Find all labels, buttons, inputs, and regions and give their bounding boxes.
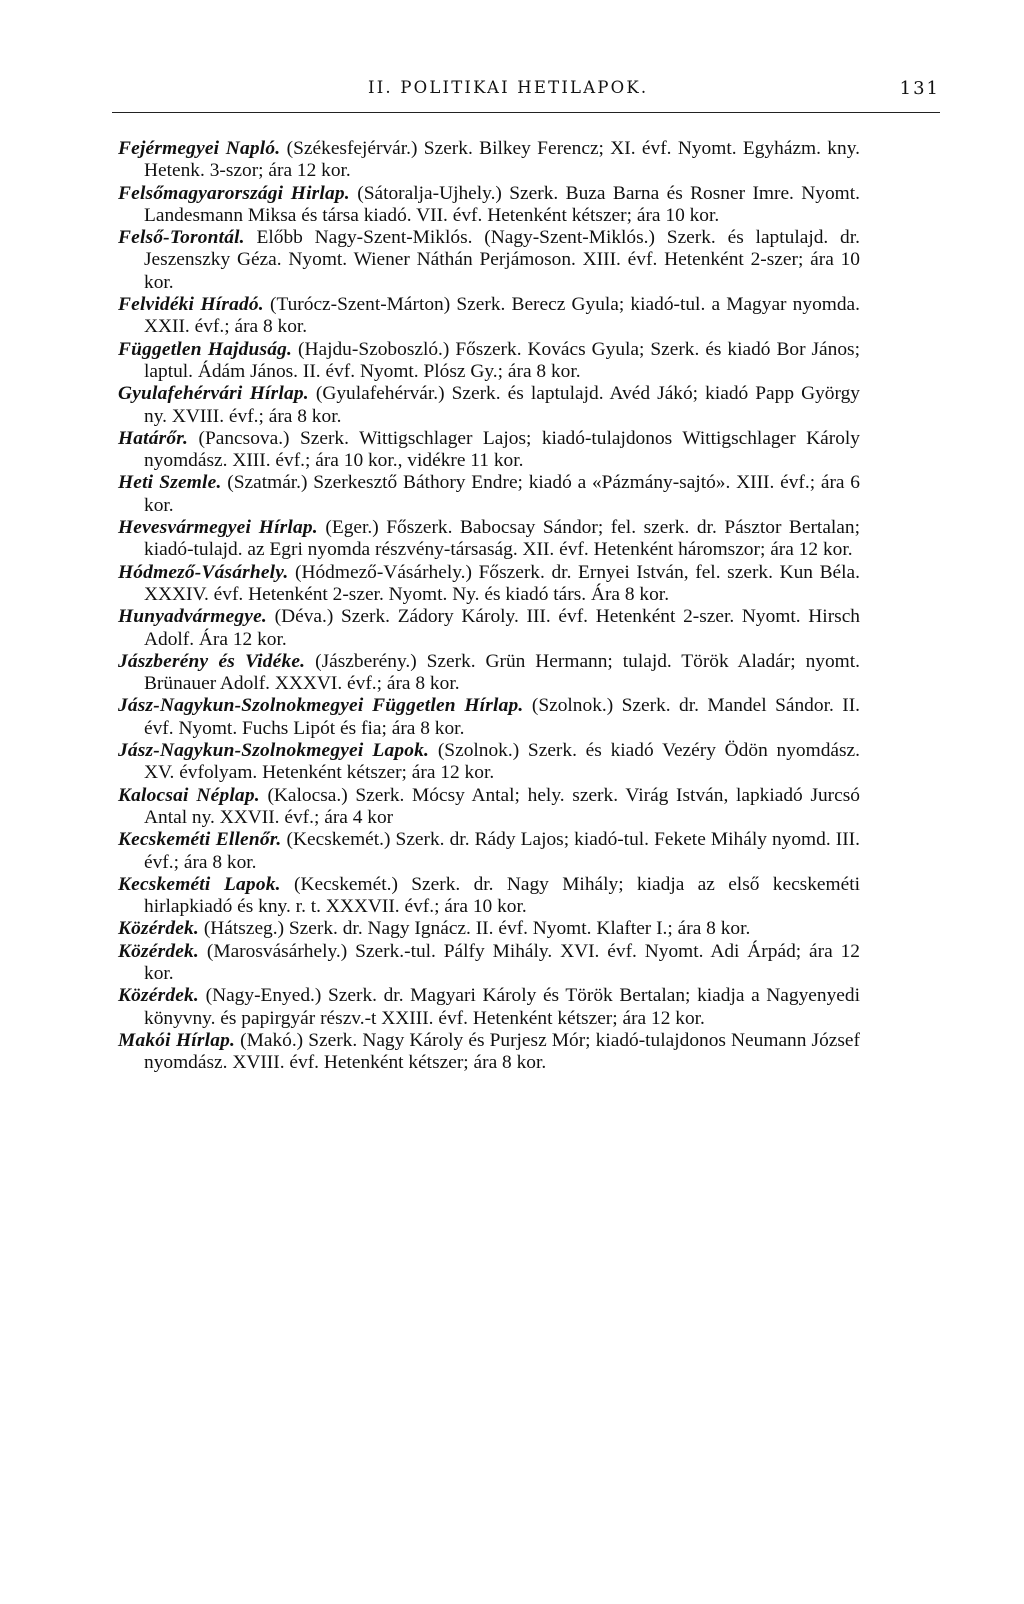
newspaper-entry bbox=[118, 785, 860, 830]
newspaper-entry bbox=[118, 918, 860, 940]
newspaper-entry bbox=[118, 985, 860, 1030]
newspaper-entry bbox=[118, 874, 860, 919]
newspaper-entry bbox=[118, 562, 860, 607]
newspaper-entry bbox=[118, 606, 860, 651]
newspaper-title: Hódmező-Vásárhely. bbox=[118, 561, 289, 583]
newspaper-title: Közérdek. bbox=[118, 918, 199, 940]
newspaper-details: (Hódmező-Vásárhely.) Főszerk. dr. Ernyei István, fel. szerk. Kun Béla. XXXIV. évf. Hetenként 2-szer. Nyomt. Ny. és kiadó társ. Ára 8 kor. bbox=[144, 561, 860, 605]
newspaper-entry bbox=[118, 138, 860, 183]
newspaper-title: Kecskeméti Lapok. bbox=[118, 873, 281, 895]
newspaper-details: (Hátszeg.) Szerk. dr. Nagy Ignácz. II. évf. Nyomt. Klafter I.; ára 8 kor. bbox=[198, 918, 751, 940]
newspaper-entry bbox=[118, 740, 860, 785]
newspaper-entry bbox=[118, 339, 860, 384]
newspaper-entry bbox=[118, 651, 860, 696]
newspaper-title: Független Hajduság. bbox=[118, 338, 293, 360]
newspaper-title: Felvidéki Híradó. bbox=[118, 294, 264, 316]
newspaper-details: (Szolnok.) Szerk. és kiadó Vezéry Ödön nyomdász. XV. évfolyam. Hetenként kétszer; ára 12 kor. bbox=[144, 740, 860, 784]
newspaper-title: Közérdek. bbox=[118, 940, 199, 962]
newspaper-title: Makói Hírlap. bbox=[118, 1029, 236, 1051]
newspaper-title: Jász-Nagykun-Szolnokmegyei Független Hírlap. bbox=[118, 695, 524, 717]
page-header bbox=[112, 78, 940, 113]
newspaper-entry bbox=[118, 517, 860, 562]
newspaper-details: Előbb Nagy-Szent-Miklós. (Nagy-Szent-Miklós.) Szerk. és laptulajd. dr. Jeszenszky Géza. Nyomt. Wiener Náthán Perjámoson. XIII. évf. Hetenként 2-szer; ára 10 kor. bbox=[144, 227, 860, 293]
newspaper-title: Hevesvármegyei Hírlap. bbox=[118, 517, 318, 539]
newspaper-details: (Nagy-Enyed.) Szerk. dr. Magyari Károly és Török Bertalan; kiadja a Nagyenyedi könyvny. és papirgyár részv.-t XXIII. évf. Hetenként kétszer; ára 12 kor. bbox=[144, 985, 860, 1029]
newspaper-entry bbox=[118, 472, 860, 517]
newspaper-details: (Kecskemét.) Szerk. dr. Rády Lajos; kiadó-tul. Fekete Mihály nyomd. III. évf.; ára 8 kor. bbox=[144, 829, 860, 873]
newspaper-entry bbox=[118, 428, 860, 473]
newspaper-details: (Jászberény.) Szerk. Grün Hermann; tulajd. Török Aladár; nyomt. Brünauer Adolf. XXXVI. évf.; ára 8 kor. bbox=[144, 650, 861, 695]
newspaper-title: Felsőmagyarországi Hirlap. bbox=[118, 182, 350, 204]
newspaper-details: (Szatmár.) Szerkesztő Báthory Endre; kiadó a «Pázmány-sajtó». XIII. évf.; ára 6 kor. bbox=[144, 472, 860, 516]
newspaper-title: Jászberény és Vidéke. bbox=[118, 650, 306, 672]
newspaper-entry bbox=[118, 829, 860, 874]
newspaper-details: (Kecskemét.) Szerk. dr. Nagy Mihály; kiadja az első kecskeméti hirlapkiadó és kny. r. t. XXXVII. évf.; ára 10 kor. bbox=[144, 873, 860, 918]
newspaper-details: (Eger.) Főszerk. Babocsay Sándor; fel. szerk. dr. Pásztor Bertalan; kiadó-tulajd. az Egri nyomda részvény-társaság. XII. évf. Hetenként háromszor; ára 12 kor. bbox=[144, 517, 860, 561]
newspaper-entry bbox=[118, 183, 860, 228]
newspaper-details: (Sátoralja-Ujhely.) Szerk. Buza Barna és Rosner Imre. Nyomt. Landesmann Miksa és társa kiadó. VII. évf. Hetenként kétszer; ára 10 kor. bbox=[144, 182, 860, 226]
newspaper-title: Határőr. bbox=[118, 427, 189, 449]
newspaper-entry bbox=[118, 695, 860, 740]
newspaper-details: (Kalocsa.) Szerk. Mócsy Antal; hely. szerk. Virág István, lapkiadó Jurcsó Antal ny. XXVII. évf.; ára 4 kor bbox=[144, 784, 860, 828]
newspaper-title: Kalocsai Néplap. bbox=[118, 784, 260, 806]
newspaper-details: (Székesfejérvár.) Szerk. Bilkey Ferencz; XI. évf. Nyomt. Egyházm. kny. Hetenk. 3-szor; ára 12 kor. bbox=[144, 138, 860, 182]
newspaper-entry bbox=[118, 294, 860, 339]
running-title: II. POLITIKAI HETILAPOK. bbox=[368, 78, 649, 97]
newspaper-details: (Szolnok.) Szerk. dr. Mandel Sándor. II. évf. Nyomt. Fuchs Lipót és fia; ára 8 kor. bbox=[144, 695, 860, 739]
newspaper-title: Heti Szemle. bbox=[118, 472, 222, 494]
newspaper-entry bbox=[118, 227, 860, 294]
newspaper-entry bbox=[118, 1030, 860, 1075]
newspaper-title: Hunyadvármegye. bbox=[118, 606, 267, 628]
newspaper-title: Kecskeméti Ellenőr. bbox=[118, 829, 282, 851]
newspaper-entry bbox=[118, 383, 860, 428]
newspaper-entry bbox=[118, 941, 860, 986]
newspaper-details: (Turócz-Szent-Márton) Szerk. Berecz Gyula; kiadó-tul. a Magyar nyomda. XXII. évf.; ára 8 kor. bbox=[144, 294, 860, 338]
newspaper-title: Gyulafehérvári Hírlap. bbox=[118, 383, 309, 405]
newspaper-details: (Déva.) Szerk. Zádory Károly. III. évf. Hetenként 2-szer. Nyomt. Hirsch Adolf. Ára 12 kor. bbox=[144, 606, 860, 650]
newspaper-details: (Gyulafehérvár.) Szerk. és laptulajd. Avéd Jákó; kiadó Papp György ny. XVIII. évf.; ára 8 kor. bbox=[144, 383, 860, 427]
newspaper-title: Fejérmegyei Napló. bbox=[118, 138, 281, 159]
newspaper-title: Felső-Torontál. bbox=[118, 227, 245, 249]
page-number: 131 bbox=[899, 78, 940, 99]
newspaper-details: (Makó.) Szerk. Nagy Károly és Purjesz Mór; kiadó-tulajdonos Neumann József nyomdász. XVIII. évf. Hetenként kétszer; ára 8 kor. bbox=[144, 1029, 860, 1074]
newspaper-list bbox=[118, 138, 860, 1074]
newspaper-title: Jász-Nagykun-Szolnokmegyei Lapok. bbox=[118, 740, 430, 762]
newspaper-details: (Pancsova.) Szerk. Wittigschlager Lajos; kiadó-tulajdonos Wittigschlager Károly nyomdász. XIII. évf.; ára 10 kor., vidékre 11 kor. bbox=[144, 427, 860, 472]
newspaper-details: (Marosvásárhely.) Szerk.-tul. Pálfy Mihály. XVI. évf. Nyomt. Adi Árpád; ára 12 kor. bbox=[144, 940, 860, 984]
newspaper-title: Közérdek. bbox=[118, 985, 199, 1007]
newspaper-details: (Hajdu-Szoboszló.) Főszerk. Kovács Gyula; Szerk. és kiadó Bor János; laptul. Ádám János. II. évf. Nyomt. Plósz Gy.; ára 8 kor. bbox=[144, 338, 860, 382]
